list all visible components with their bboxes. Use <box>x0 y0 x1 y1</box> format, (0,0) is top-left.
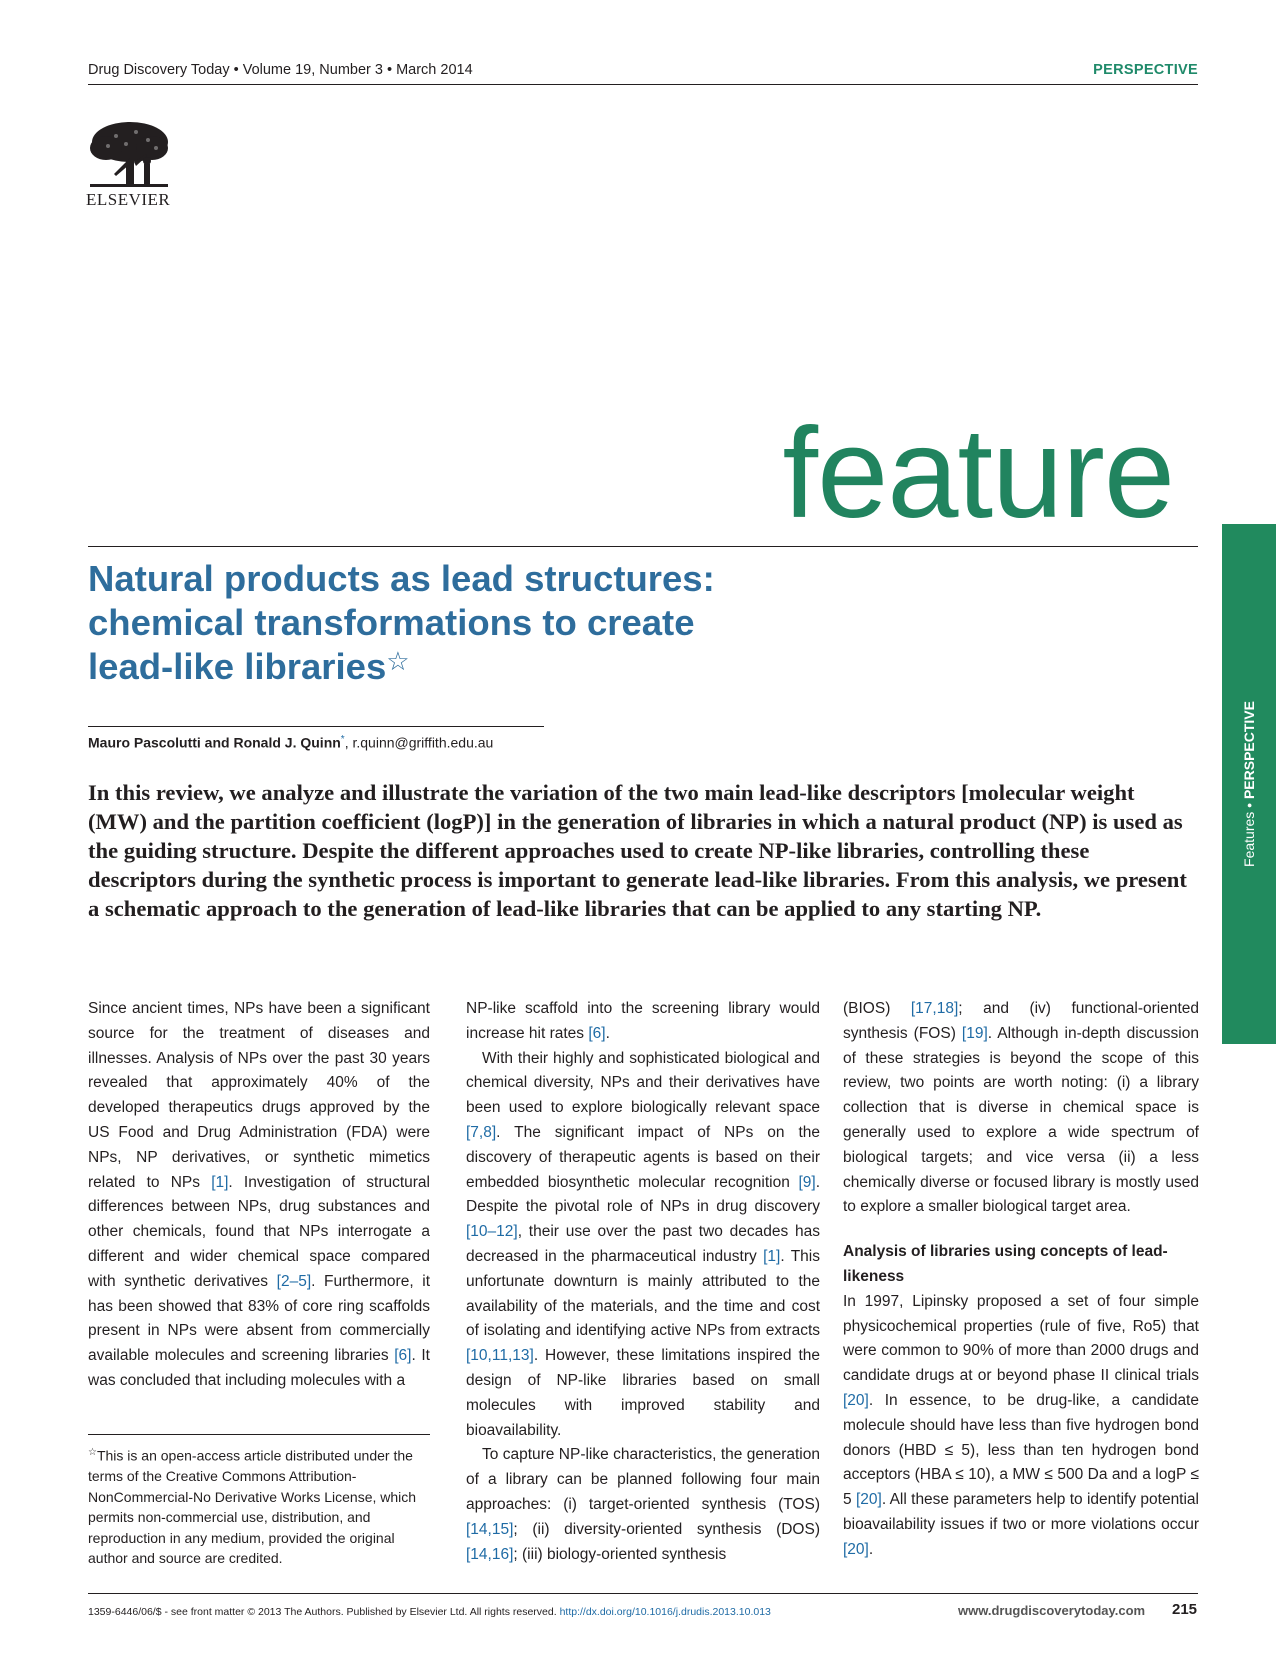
text-run: . <box>868 1540 874 1558</box>
corresponding-mark[interactable]: * <box>340 734 345 745</box>
title-line-last <box>88 645 848 689</box>
issn-text: 1359-6446/06/$ - see front matter © 2013 The Authors. Published by Elsevier Ltd. All rights reserved. <box>88 1606 560 1618</box>
paragraph <box>466 1443 820 1567</box>
text-run: ; (ii) diversity-oriented synthesis (DOS) <box>513 1520 820 1538</box>
paragraph <box>88 997 430 1394</box>
citation-link[interactable]: [14,16] <box>466 1545 514 1563</box>
paragraph <box>843 997 1199 1220</box>
author-rule <box>88 726 544 727</box>
journal-website[interactable]: www.drugdiscoverytoday.com <box>958 1603 1146 1618</box>
side-tab-prefix: Features • <box>1241 799 1257 867</box>
title-line: Natural products as lead structures: <box>88 558 715 599</box>
elsevier-tree-icon <box>86 118 172 192</box>
citation-link[interactable]: [1] <box>211 1173 229 1191</box>
citation-link[interactable]: [10–12] <box>466 1223 518 1241</box>
citation-link[interactable]: [20] <box>843 1391 869 1409</box>
author-line <box>88 734 493 751</box>
citation-link[interactable]: [2–5] <box>276 1272 312 1290</box>
star-footnote-icon[interactable]: ☆ <box>386 646 410 676</box>
side-tab <box>1222 524 1276 1044</box>
text-run: Since ancient times, NPs have been a significant source for the treatment of diseases and illnesses. Analysis of NPs over the past 30 years revealed that approximately 40% of the developed therapeutics drugs approved by the US Food and Drug Administration (FDA) were NPs, NP derivatives, or synthetic mimetics related to NPs <box>88 1000 430 1191</box>
footer-rule <box>88 1593 1198 1594</box>
citation-link[interactable]: [10,11,13] <box>466 1347 534 1365</box>
text-run: . However, these limitations inspired the design of NP-like libraries based on small molecules with improved stability and bioavailability. <box>466 1347 820 1439</box>
text-run: . This unfortunate downturn is mainly attributed to the availability of the materials, and the time and cost of isolating and identifying active NPs from extracts <box>466 1247 820 1340</box>
text-run: To capture NP-like characteristics, the generation of a library can be planned following four main approaches: (i) target-oriented synthesis (TOS) <box>466 1446 820 1513</box>
doi-link[interactable]: http://dx.doi.org/10.1016/j.drudis.2013.10.013 <box>559 1606 771 1618</box>
text-run: . Furthermore, it has been showed that 83% of core ring scaffolds present in NPs were absent from commercially available molecules and screening libraries <box>88 1272 430 1365</box>
side-tab-section: PERSPECTIVE <box>1241 701 1257 800</box>
text-run: . The significant impact of NPs on the discovery of therapeutic agents is based on their embedded biosynthetic molecular recognition <box>466 1123 820 1191</box>
license-footnote <box>88 1443 432 1569</box>
text-run: (BIOS) <box>843 1000 911 1017</box>
citation-link[interactable]: [20] <box>843 1540 869 1558</box>
journal-citation: Drug Discovery Today • Volume 19, Number 3 • March 2014 <box>88 62 473 78</box>
article-title <box>88 557 848 689</box>
citation-link[interactable]: [1] <box>763 1247 781 1265</box>
text-run: . <box>605 1024 610 1042</box>
footer-copyright <box>88 1606 771 1618</box>
title-line: chemical transformations to create <box>88 602 695 643</box>
author-email[interactable]: r.quinn@griffith.edu.au <box>352 734 494 751</box>
text-run: , their use over the past two decades has decreased in the pharmaceutical industry <box>466 1223 820 1265</box>
text-run: ; and (iv) functional-oriented synthesis (FOS) <box>843 1000 1199 1042</box>
text-run: NP-like scaffold into the screening library would increase hit rates <box>466 1000 820 1042</box>
feature-rule <box>88 546 1198 547</box>
citation-link[interactable]: [19] <box>961 1024 988 1042</box>
abstract: In this review, we analyze and illustrate the variation of the two main lead-like descriptors [molecular weight (MW) and the partition coefficient (logP)] in the generation of libraries in which a natural product (NP) is used as the guiding structure. Despite the different approaches used to create NP-like libraries, controlling these descriptors during the synthetic process is important to generate lead-like libraries. From this analysis, we present a schematic approach to the generation of lead-like libraries that can be applied to any starting NP. <box>88 780 1187 921</box>
paragraph <box>466 1047 820 1444</box>
footnote-star-icon: ☆ <box>88 1447 97 1458</box>
citation-link[interactable]: [6] <box>588 1024 606 1042</box>
elsevier-logo <box>86 118 182 210</box>
body-column-1 <box>88 997 430 1394</box>
side-tab-text <box>1241 701 1257 867</box>
elsevier-wordmark: ELSEVIER <box>86 190 171 209</box>
citation-link[interactable]: [20] <box>855 1491 882 1509</box>
text-run: With their highly and sophisticated biological and chemical diversity, NPs and their derivatives have been used to explore biologically relevant space <box>466 1049 820 1117</box>
text-run: . In essence, to be drug-like, a candidate molecule should have less than five hydrogen bond donors (HBD ≤ 5), less than ten hydrogen bond acceptors (HBA ≤ 10), a MW ≤ 500 Da and a logP ≤ 5 <box>843 1391 1199 1509</box>
footnote-rule <box>88 1434 430 1435</box>
text-run: . All these parameters help to identify potential bioavailability issues if two or more violations occur <box>843 1491 1199 1533</box>
paragraph <box>843 1290 1199 1563</box>
citation-link[interactable]: [9] <box>798 1173 816 1191</box>
author-names: Mauro Pascolutti and Ronald J. Quinn <box>88 734 341 751</box>
body-column-3 <box>843 997 1199 1563</box>
text-run: . Despite the pivotal role of NPs in drug discovery <box>466 1173 820 1216</box>
paragraph <box>466 997 820 1047</box>
text-run: . It was concluded that including molecules with a <box>88 1347 430 1389</box>
citation-link[interactable]: [6] <box>394 1347 412 1365</box>
body-column-2 <box>466 997 820 1567</box>
text-run: . Although in-depth discussion of these strategies is beyond the scope of this review, two points are worth noting: (i) a library collection that is diverse in chemical space is generally used to explore a wide spectrum of biological targets; and vice versa (ii) a less chemically diverse or focused library is mostly used to explore a smaller biological target area. <box>843 1024 1199 1216</box>
page-number: 215 <box>1172 1601 1198 1618</box>
citation-link[interactable]: [14,15] <box>466 1520 514 1538</box>
text-run: ; (iii) biology-oriented synthesis <box>513 1545 727 1563</box>
header-rule <box>88 84 1198 85</box>
footnote-text: This is an open-access article distributed under the terms of the Creative Commons Attribution-NonCommercial-No Derivative Works License, which permits non-commercial use, distribution, and reproduction in any medium, provided the original author and source are credited. <box>88 1447 417 1567</box>
title-line: lead-like libraries <box>88 646 387 687</box>
section-label: PERSPECTIVE <box>1093 62 1198 78</box>
comma-sep: , <box>344 734 353 751</box>
citation-link[interactable]: [7,8] <box>466 1123 497 1141</box>
feature-label: feature <box>782 402 1174 545</box>
section-heading: Analysis of libraries using concepts of lead-likeness <box>843 1243 1168 1285</box>
text-run: . Investigation of structural differences between NPs, drug substances and other chemicals, found that NPs interrogate a different and wider chemical space compared with synthetic derivatives <box>88 1173 430 1290</box>
text-run: In 1997, Lipinsky proposed a set of four simple physicochemical properties (rule of five, Ro5) that were common to 90% of more than 2000 drugs and candidate drugs at or beyond phase II clinical trials <box>843 1292 1199 1385</box>
citation-link[interactable]: [17,18] <box>910 1000 959 1017</box>
